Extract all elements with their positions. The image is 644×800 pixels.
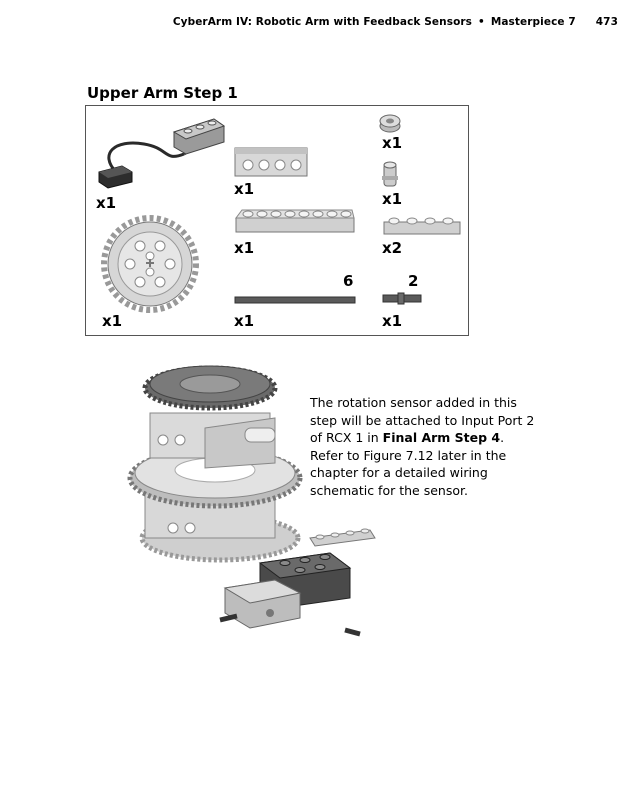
qty-axle-6: x1 [234, 312, 255, 330]
qty-axle-2: x1 [382, 312, 403, 330]
page-number: 473 [595, 16, 618, 28]
note-text-1: The rotation sensor added in this step will be attached to Input Port 2 of RCX 1 in [310, 395, 535, 445]
pin-with-bush-image [379, 160, 401, 190]
running-header [173, 16, 618, 28]
gear-40-tooth-image [100, 216, 200, 312]
qty-rotation-sensor: x1 [96, 194, 117, 212]
note-bold-step: Final Arm Step 4 [382, 430, 501, 445]
bush-image [378, 112, 402, 134]
axle-2-length-label: 2 [408, 272, 419, 290]
note-text-2: . Refer to Figure 7.12 later in the chapter for a detailed wiring schematic for the sensor. [310, 430, 507, 498]
plate-2x8-image [234, 206, 356, 236]
axle-6-length-label: 6 [343, 272, 354, 290]
plate-1x4-image [382, 214, 462, 236]
qty-plate-2x8: x1 [234, 239, 255, 257]
qty-beam-1x4: x1 [234, 180, 255, 198]
header-bullet: • [478, 16, 485, 28]
header-section: Masterpiece 7 [490, 16, 576, 28]
header-title: CyberArm IV: Robotic Arm with Feedback Sensors [172, 16, 473, 28]
qty-plate-1x4: x2 [382, 239, 403, 257]
beam-1x4-image [234, 144, 309, 180]
axle-2-image [382, 292, 422, 306]
qty-bush: x1 [382, 134, 403, 152]
step-title: Upper Arm Step 1 [87, 84, 238, 102]
parts-list-box [85, 105, 469, 336]
qty-gear-40-tooth: x1 [102, 312, 123, 330]
rotation-sensor-image [94, 114, 224, 194]
qty-pin-with-bush: x1 [382, 190, 403, 208]
step-note [310, 394, 540, 499]
axle-6-image [234, 294, 358, 306]
